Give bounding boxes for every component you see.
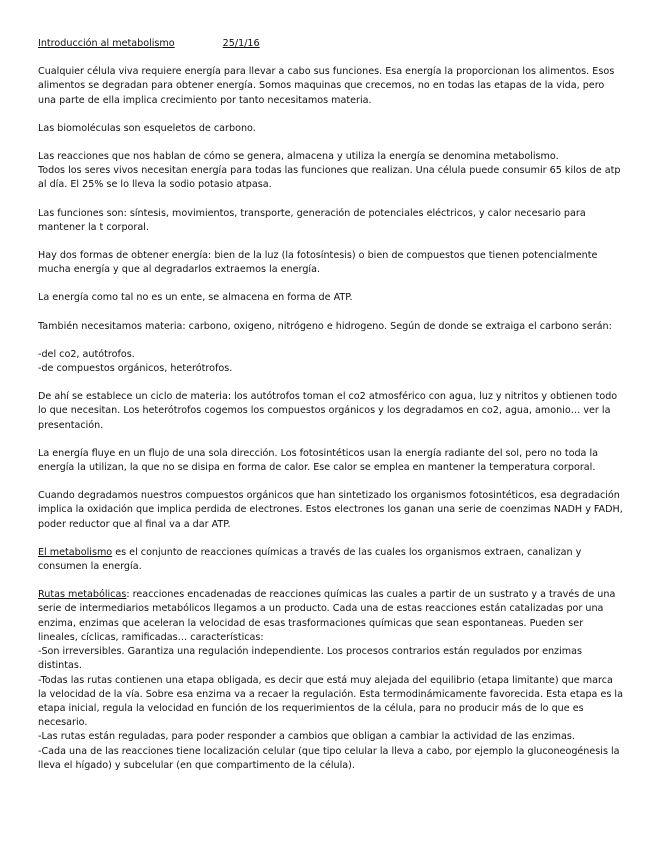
list-item-localization: -Cada una de las reacciones tiene localización celular (que tipo celular la lleva a cabo, por ejemplo la gluconeogénesis la lleva el hígado) y subcelular (en que compartimento de la célula). xyxy=(38,745,620,771)
list-item-heterotrophs: -de compuestos orgánicos, heterótrofos. xyxy=(38,363,233,375)
document-title: Introducción al metabolismo xyxy=(38,38,175,49)
paragraph-energy-sources: Hay dos formas de obtener energía: bien de la luz (la fotosíntesis) o bien de compuestos que tienen potencialmente mucha energía y que al degradarlos extraemos la energía. xyxy=(38,250,598,276)
list-item-irreversible: -Son irreversibles. Garantiza una regulación independiente. Los procesos contrarios están regulados por enzimas distintas. xyxy=(38,646,582,672)
paragraph-metabolic-routes xyxy=(38,588,623,645)
list-item-autotrophs: -del co2, autótrofos. xyxy=(38,348,135,360)
term-metabolism: El metabolismo xyxy=(38,546,113,558)
list-item-limiting-step: -Todas las rutas contienen una etapa obligada, es decir que está muy alejada del equilibrio (etapa limitante) que marca la velocidad de la vía. Sobre esa enzima va a recaer la regulación. Esta termodinámicamente favorecida. Esta etapa es la etapa inicial, regula la velocidad en función de los requerimientos de la célula, para no producir más de lo que es necesario. xyxy=(38,674,623,729)
paragraph-energy-needs: Todos los seres vivos necesitan energía para todas las funciones que realizan. Una célula puede consumir 65 kilos de atp al día. El 25% se lo lleva la sodio potasio atpasa. xyxy=(38,165,621,191)
paragraph-metabolism-definition: Las reacciones que nos hablan de cómo se genera, almacena y utiliza la energía se denomina metabolismo. xyxy=(38,151,559,163)
paragraph-matter-cycle: De ahí se establece un ciclo de materia: los autótrofos toman el co2 atmosférico con agua, luz y nitritos y obtienen todo lo que necesitan. Los heterótrofos cogemos los compuestos orgánicos y los degradamos en co2, agua, amonio… ver la presentación. xyxy=(38,391,618,431)
document-date: 25/1/16 xyxy=(222,38,260,49)
list-item-regulated: -Las rutas están reguladas, para poder responder a cambios que obligan a cambiar la actividad de las enzimas. xyxy=(38,731,575,743)
paragraph-biomolecules: Las biomoléculas son esqueletos de carbono. xyxy=(38,122,256,134)
paragraph-metabolism xyxy=(38,546,623,574)
paragraph-matter: También necesitamos materia: carbono, oxigeno, nitrógeno e hidrogeno. Según de donde se extraiga el carbono serán: xyxy=(38,320,612,332)
paragraph-atp: La energía como tal no es un ente, se almacena en forma de ATP. xyxy=(38,292,353,304)
metabolism-definition-text: es el conjunto de reacciones químicas a través de las cuales los organismos extraen, canalizan y consumen la energía. xyxy=(38,546,582,573)
paragraph-oxidation: Cuando degradamos nuestros compuestos orgánicos que han sintetizado los organismos fotosintéticos, esa degradación implica la oxidación que implica perdida de electrones. Estos electrones los ganan una serie de coenzimas NADH y FADH, poder reductor que al final va a dar ATP. xyxy=(38,490,623,530)
term-metabolic-routes: Rutas metabólicas xyxy=(38,589,127,601)
paragraph-intro: Cualquier célula viva requiere energía para llevar a cabo sus funciones. Esa energía la proporcionan los alimentos. Esos alimentos se degradan para obtener energía. Somos maquinas que crecemos, no en todas las etapas de la vida, pero una parte de ella implica crecimiento por tanto necesitamos materia. xyxy=(38,66,615,106)
paragraph-energy-flow: La energía fluye en un flujo de una sola dirección. Los fotosintéticos usan la energía radiante del sol, pero no toda la energía la utilizan, la que no se disipa en forma de calor. Ese calor se emplea en mantener la temperatura corporal. xyxy=(38,447,599,474)
metabolic-routes-text: : reacciones encadenadas de reacciones químicas las cuales a partir de un sustrato y a través de una serie de intermediarios metabólicos llegamos a un producto. Cada una de estas reacciones están catalizadas por una enzima, enzimas que aceleran la velocidad de esas trasformaciones químicas que sean espontaneas. Pueden ser lineales, cíclicas, ramificadas… características: xyxy=(38,589,616,643)
paragraph-functions: Las funciones son: síntesis, movimientos, transporte, generación de potenciales eléctricos, y calor necesario para mantener la t corporal. xyxy=(38,207,586,233)
document-header xyxy=(38,37,623,51)
